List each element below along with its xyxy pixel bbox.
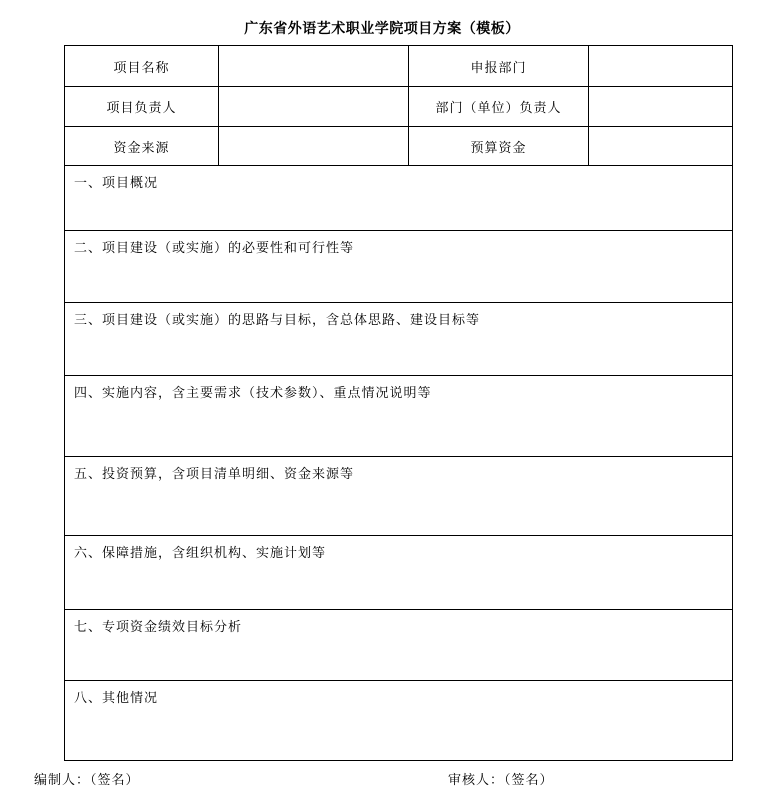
section-safeguard-measures[interactable]: 六、保障措施，含组织机构、实施计划等 [65, 536, 733, 610]
department-head-label: 部门（单位）负责人 [409, 87, 589, 127]
document-title: 广东省外语艺术职业学院项目方案（模板） [244, 21, 520, 37]
section-necessity-feasibility[interactable]: 二、项目建设（或实施）的必要性和可行性等 [65, 231, 733, 303]
section-other-information[interactable]: 八、其他情况 [65, 681, 733, 761]
funding-source-label: 资金来源 [65, 127, 219, 166]
compiler-signature: 编制人：（签名） [34, 773, 140, 788]
section-project-overview[interactable]: 一、项目概况 [65, 166, 733, 231]
section-approach-goals[interactable]: 三、项目建设（或实施）的思路与目标，含总体思路、建设目标等 [65, 303, 733, 376]
section-investment-budget[interactable]: 五、投资预算，含项目清单明细、资金来源等 [65, 457, 733, 536]
info-row-project-leader [65, 87, 733, 127]
project-leader-field[interactable] [219, 87, 409, 127]
info-row-funding-source [65, 127, 733, 166]
project-form-table [64, 45, 733, 761]
info-row-project-name [65, 46, 733, 87]
section-implementation-content[interactable]: 四、实施内容，含主要需求（技术参数）、重点情况说明等 [65, 376, 733, 457]
budget-amount-label: 预算资金 [409, 127, 589, 166]
applying-department-label: 申报部门 [409, 46, 589, 87]
section-performance-analysis[interactable]: 七、专项资金绩效目标分析 [65, 610, 733, 681]
project-name-label: 项目名称 [65, 46, 219, 87]
project-name-field[interactable] [219, 46, 409, 87]
project-leader-label: 项目负责人 [65, 87, 219, 127]
applying-department-field[interactable] [589, 46, 733, 87]
budget-amount-field[interactable] [589, 127, 733, 166]
reviewer-signature: 审核人：（签名） [448, 773, 554, 788]
department-head-field[interactable] [589, 87, 733, 127]
funding-source-field[interactable] [219, 127, 409, 166]
